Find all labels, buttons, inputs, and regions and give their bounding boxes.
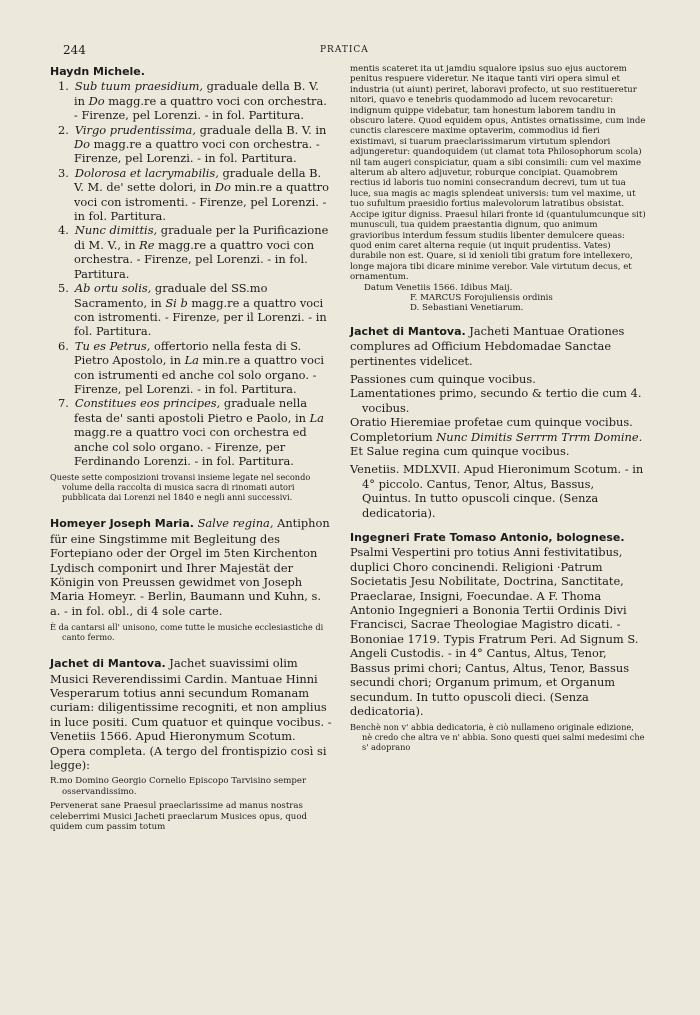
- jachet-letter: Pervenerat sane Praesul praeclarissime ad manus nostras celeberrimi Musici Jacheti praeclarum Musices opus, quod quidem cum passim totum: [50, 801, 307, 833]
- entry-heading: Homeyer Joseph Maria.: [50, 517, 194, 531]
- entry-ingegneri: [350, 530, 646, 718]
- entry-text: graduale della B. V. in: [74, 79, 319, 108]
- entry-haydn: [50, 64, 333, 79]
- letter-continued: mentis scateret ita ut jamdiu squalore ipsius suo ejus auctorem penitus respuere videretur. Ne itaque tanti viri opera simul et industria (ut aiunt) periret, laboravi profecto, ut suo restitueretur nitori, quavo e tenebris quodammodo ad lucem revocaretur: indignum quippe videbatur, tam honestum laborem tandiu in obscuro latere. Quod equidem opus, Antistes ornatissime, cum inde cunctis clarescere maxime optaverim, commodius id fieri existimavi, si tuarum praeclarissimarum virtutum splendori adjungeretur: quandoquidem (ut clamat tota Philosophorum scola) nil tam augeri conspiciatur, quam a sibi consimili: cum vel maxime alterum ab altero adjuvetur, roburque concipiat. Quamobrem rectius id laboris tuo nomini consecrandum decrevi, tum ut tua luce, sua magis ac magis splendeat universis: tum vel maxime, ut tuo sufultum praesidio fortius malevolorum latratibus obsistat. Accipe igitur digniss. Praesul hilari fronte id (quantulumcunque sit) munusculi, tua quidem praestantia dignum, quo animum gravioribus interdum fessum studiis libenter demulcere queas: quod enim caret alterna requie (ut inquit prudentiss. Vates) durabile non est. Quare, si id xenioli tibi gratum fore intellexero, longe majora tibi dicare minime verebor. Vale virtutum decus, et ornamentum.: [350, 64, 646, 283]
- haydn-item: [50, 281, 333, 339]
- key-name: Si b: [165, 295, 188, 310]
- letter-date: Datum Venetiis 1566. Idibus Maij.: [364, 282, 513, 293]
- entry-text: offertorio nella festa di S. Pietro Apostolo, in: [74, 338, 302, 368]
- haydn-item: [50, 123, 333, 166]
- haydn-item: [50, 339, 333, 397]
- content-line: Oratio Hieremiae profetae cum quinque vocibus.: [350, 415, 633, 430]
- work-title: Salve regina,: [197, 516, 274, 531]
- haydn-item: [50, 79, 333, 122]
- entry-text: magg.re a quattro voci con orchestra. - Firenze, pel Lorenzi. - in fol. Partitura.: [74, 93, 327, 123]
- haydn-item: [50, 223, 333, 281]
- entry-text: Jachet suavissimi olim Musici Reverendissimi Cardin. Mantuae Hinni Vesperarum totius anni secundum Romanam curiam: diligentissime recogniti, et non amplius in luce positi. Cum quatuor et quinque vocibus. - Venetiis 1566. Apud Hieronymum Scotum. Opera completa. (A tergo del frontispizio così si legge):: [50, 656, 332, 773]
- page-number: 244: [63, 43, 86, 57]
- entry-text: min.re a quattro voci con istromenti. - Firenze, pel Lorenzi. - in fol. Partitura.: [74, 180, 329, 224]
- entry-text: Antiphon für eine Singstimme mit Begleitung des Fortepiano oder der Orgel im 5ten Kirchenton Lydisch componirt und Ihrer Majestät der Königin von Preussen gewidmet von Joseph Maria Homeyr. - Berlin, Baumann und Kuhn, s. a. - in fol. obl., di 4 sole carte.: [50, 516, 330, 618]
- key-name: La: [184, 353, 199, 368]
- content-line: Et Salue regina cum quinque vocibus.: [350, 444, 570, 458]
- key-name: La: [309, 410, 324, 425]
- item-number: 3.: [58, 165, 69, 180]
- letter-signature: F. MARCUS Forojuliensis ordinis: [410, 292, 553, 303]
- key-name: Do: [74, 137, 90, 152]
- work-title: Virgo prudentissima,: [74, 122, 196, 137]
- key-name: Do: [214, 180, 231, 195]
- jachet-dedication: R.mo Domino Georgio Cornelio Episcopo Tarvisino semper osservandissimo.: [50, 776, 307, 797]
- imprint: Venetiis. MDLXVII. Apud Hieronimum Scotum. - in 4° piccolo. Cantus, Tenor, Altus, Bassus, Quintus. In tutto opuscoli cinque. (Senza dedicatoria).: [350, 462, 644, 520]
- key-name: Re: [139, 237, 155, 252]
- content-line: Lamentationes primo, secundo & tertio die cum 4. vocibus.: [350, 386, 642, 415]
- work-title: Ab ortu solis,: [74, 281, 152, 296]
- work-title: Dolorosa et lacrymabilis,: [74, 165, 219, 180]
- work-title: Tu es Petrus,: [74, 338, 151, 353]
- haydn-note: Queste sette composizioni trovansi insieme legate nel secondo volume della raccolta di musica sacra di rinomati autori pubblicata dai Lorenzi nel 1840 e negli anni successivi.: [50, 472, 311, 503]
- running-title: PRATICA: [320, 45, 369, 55]
- content-line: [350, 430, 646, 444]
- content-text: Completorium: [350, 429, 437, 444]
- entry-heading: Haydn Michele.: [50, 65, 145, 78]
- item-number: 7.: [58, 396, 69, 411]
- haydn-item: [50, 396, 333, 468]
- entry-text: magg.re a quattro voci con orchestra. - Firenze, pel Lorenzi. - in fol. Partitura.: [74, 237, 315, 281]
- work-title: Constitues eos principes,: [74, 396, 221, 411]
- item-number: 2.: [58, 122, 69, 137]
- item-number: 4.: [58, 223, 69, 238]
- work-title: Sub tuum praesidium,: [74, 79, 204, 94]
- item-number: 6.: [58, 338, 69, 353]
- work-title: Nunc dimittis,: [74, 223, 158, 238]
- left-column: [50, 64, 333, 833]
- entry-text: graduale della B. V. M. de' sette dolori, in: [74, 165, 322, 195]
- entry-text: magg.re a quattro voci con orchestra. - Firenze, pel Lorenzi. - in fol. Partitura.: [74, 137, 320, 166]
- ingegneri-note: Benchè non v' abbia dedicatoria, è ciò nullameno originale edizione, nè credo che altra ve n' abbia. Sono questi quei salmi medesimi che s' adoprano: [350, 722, 645, 753]
- key-name: Do: [88, 93, 105, 108]
- entry-heading: Jachet di Mantova.: [50, 657, 166, 671]
- entry-text: graduale per la Purificazione di M. V., in: [74, 223, 329, 252]
- entry-text: min.re a quattro voci con istrumenti ed anche col solo organo. - Firenze, pel Lorenzi. - in fol. Partitura.: [74, 353, 324, 396]
- entry-text: graduale del SS.mo Sacramento, in: [74, 281, 268, 310]
- haydn-item: [50, 166, 333, 224]
- content-line: Passiones cum quinque vocibus.: [350, 371, 536, 386]
- item-number: 5.: [58, 281, 69, 296]
- homeyer-note: È da cantarsi all' unisono, come tutte le musiche ecclesiastiche di canto fermo.: [50, 622, 324, 643]
- entry-text: graduale nella festa de' santi apostoli Pietro e Paolo, in: [74, 396, 310, 425]
- right-column: [350, 64, 646, 752]
- entry-text: graduale della B. V. in: [195, 122, 327, 137]
- content-title: Nunc Dimitis Serrrm Trrm Domine.: [436, 429, 643, 444]
- entry-homeyer: [50, 516, 333, 618]
- entry-text: magg.re a quattro voci con istromenti. - Firenze, per il Lorenzi. - in fol. Partitura.: [74, 295, 327, 339]
- entry-jachet-2: [350, 324, 646, 368]
- entry-text: Jacheti Mantuae Orationes complures ad Officium Hebdomadae Sanctae pertinentes videlicet.: [350, 323, 625, 368]
- entry-heading: Ingegneri Frate Tomaso Antonio, bolognese.: [350, 531, 625, 545]
- letter-signature-2: D. Sebastiani Venetiarum.: [410, 303, 524, 314]
- entry-heading: Jachet di Mantova.: [350, 324, 466, 338]
- item-number: 1.: [58, 79, 69, 94]
- entry-jachet: [50, 656, 333, 772]
- entry-text: Psalmi Vespertini pro totius Anni festivitatibus, duplici Choro concinendi. Religioni ·Patrum Societatis Jesu Nobilitate, Doctrina, Sanctitate, Praeclarae, Insigni, Foecundae. A F. Thoma Antonio Ingegnieri a Bononia Tertii Ordinis Divi Francisci, Sacrae Theologiae Magistro dicati. - Bononiae 1719. Typis Fratrum Peri. Ad Signum S. Angeli Custodis. - in 4° Cantus, Altus, Tenor, Bassus primi chori; Cantus, Altus, Tenor, Bassus secundi chori; Organum primum, et Organum secundum. In tutto opuscoli dieci. (Senza dedicatoria).: [350, 545, 639, 718]
- entry-text: magg.re a quattro voci con orchestra ed anche col solo organo. - Firenze, per Ferdinando Lorenzi. - in fol. Partitura.: [74, 425, 307, 468]
